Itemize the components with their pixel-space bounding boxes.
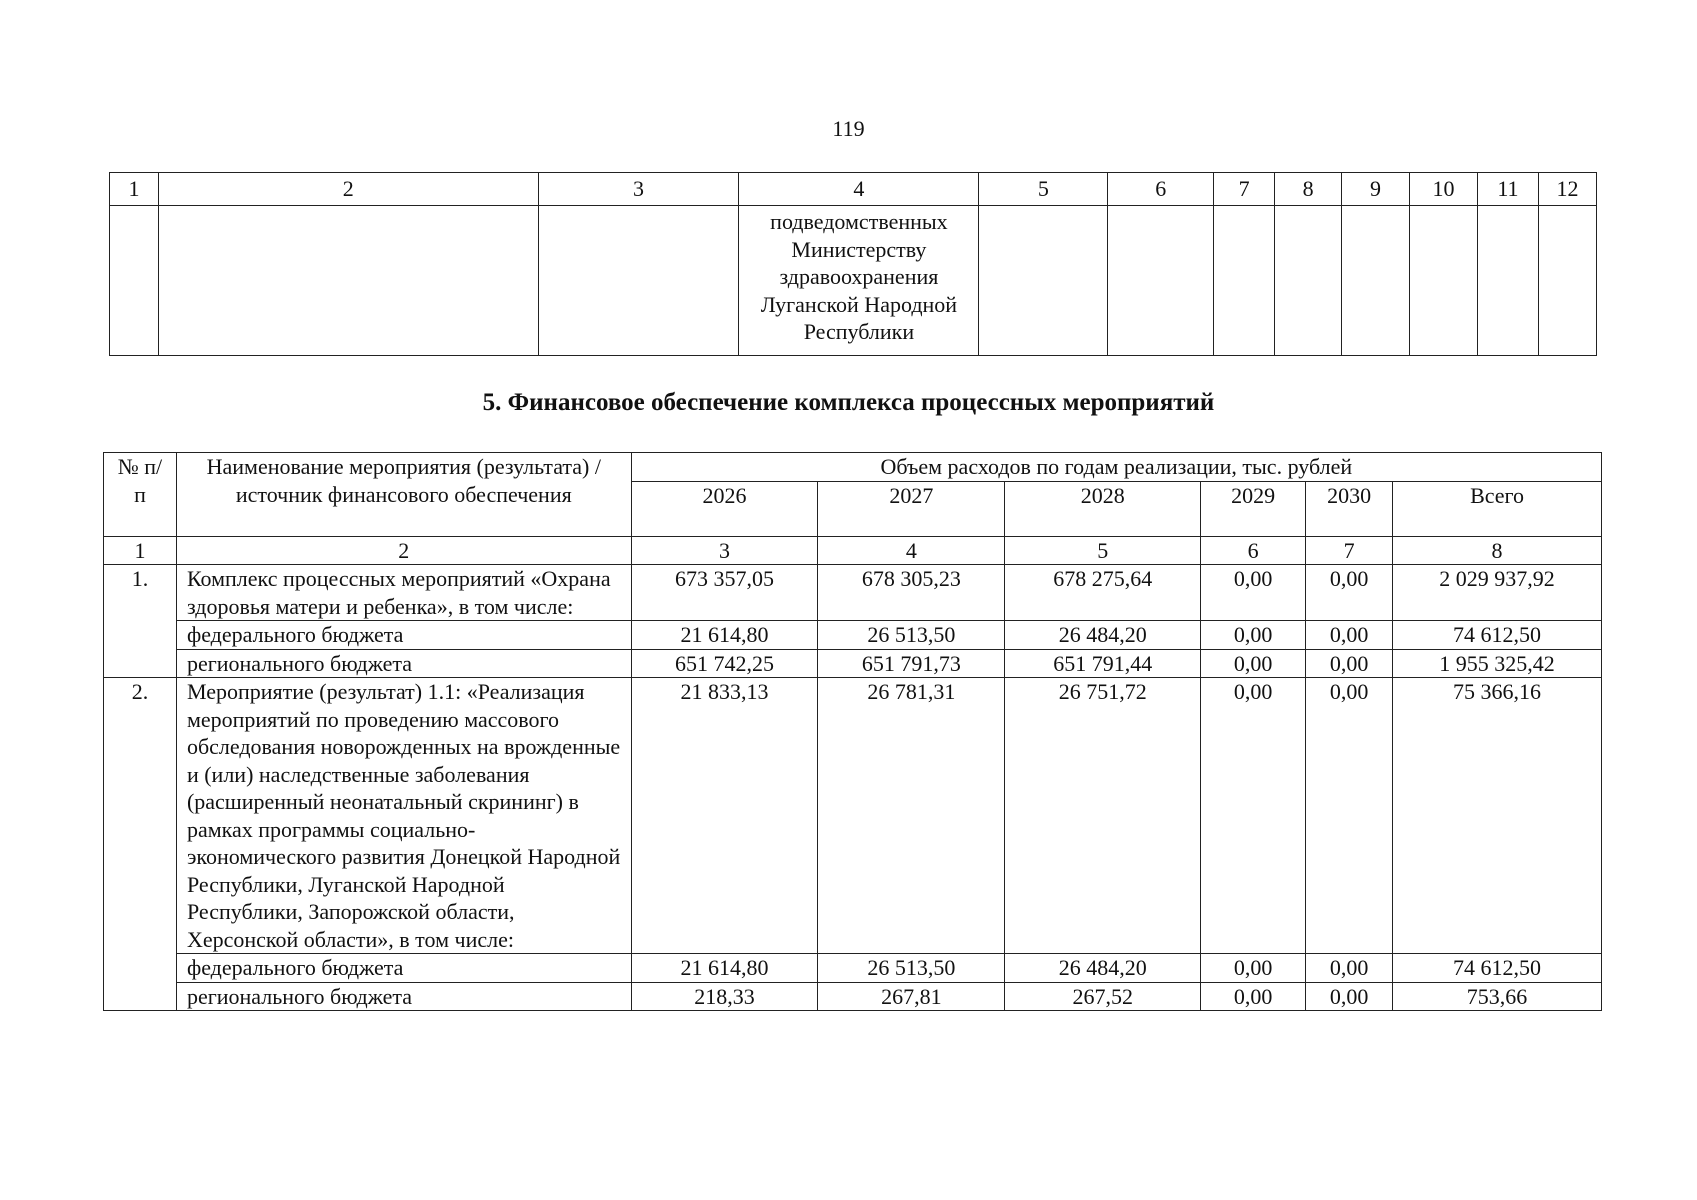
continuation-table [109,172,1597,356]
year-value: 21 614,80 [631,954,818,983]
year-header: 2026 [631,481,818,536]
year-value: 0,00 [1306,621,1393,650]
funding-source-row [104,621,1602,650]
year-value: 26 513,50 [818,621,1005,650]
year-header: 2027 [818,481,1005,536]
empty-cell [1108,206,1214,356]
name-header: Наименование мероприятия (результата) / источник финансового обеспечения [176,453,631,537]
table-row [110,206,1597,356]
year-value: 0,00 [1201,565,1306,621]
column-number: 7 [1214,173,1275,206]
column-number: 6 [1108,173,1214,206]
empty-cell [1214,206,1275,356]
header-row [104,453,1602,482]
year-value: 218,33 [631,982,818,1011]
year-value: 651 791,44 [1005,649,1201,678]
year-value: 26 751,72 [1005,678,1201,954]
empty-cell [1410,206,1478,356]
column-number: 8 [1393,536,1602,565]
year-value: 0,00 [1306,649,1393,678]
number-header: № п/п [104,453,177,537]
funding-source-row [104,954,1602,983]
column-number: 12 [1538,173,1596,206]
activity-row [104,565,1602,621]
column-number: 7 [1306,536,1393,565]
total-value: 753,66 [1393,982,1602,1011]
year-value: 651 791,73 [818,649,1005,678]
activity-name: Комплекс процессных мероприятий «Охрана здоровья матери и ребенка», в том числе: [176,565,631,621]
year-value: 0,00 [1201,678,1306,954]
year-header: 2030 [1306,481,1393,536]
empty-cell [158,206,538,356]
column-number: 11 [1477,173,1538,206]
year-header: 2028 [1005,481,1201,536]
column-number: 4 [739,173,979,206]
column-number: 10 [1410,173,1478,206]
column-number: 8 [1275,173,1342,206]
year-value: 21 614,80 [631,621,818,650]
year-value: 26 781,31 [818,678,1005,954]
year-value: 0,00 [1201,621,1306,650]
year-value: 267,81 [818,982,1005,1011]
year-value: 0,00 [1201,982,1306,1011]
column-number: 2 [158,173,538,206]
column-number: 1 [110,173,159,206]
column-number: 4 [818,536,1005,565]
year-value: 26 484,20 [1005,621,1201,650]
activity-name: Мероприятие (результат) 1.1: «Реализация мероприятий по проведению массового обследования новорожденных на врожденные и (или) наследственные заболевания (расширенный неонатальный скрининг) в рамках программы социально-экономического развития Донецкой Народной Республики, Луганской Народной Республики, Запорожской области, Херсонской области», в том числе: [176,678,631,954]
empty-cell [1275,206,1342,356]
year-header: 2029 [1201,481,1306,536]
total-value: 75 366,16 [1393,678,1602,954]
year-value: 678 305,23 [818,565,1005,621]
activity-row [104,678,1602,954]
year-value: 0,00 [1306,954,1393,983]
column-number: 5 [1005,536,1201,565]
year-value: 0,00 [1201,649,1306,678]
year-value: 26 513,50 [818,954,1005,983]
total-value: 1 955 325,42 [1393,649,1602,678]
empty-cell [1342,206,1410,356]
empty-cell [110,206,159,356]
funding-source-name: федерального бюджета [176,621,631,650]
year-value: 0,00 [1201,954,1306,983]
year-value: 0,00 [1306,982,1393,1011]
total-value: 74 612,50 [1393,954,1602,983]
funding-source-name: федерального бюджета [176,954,631,983]
row-number: 2. [104,678,177,1011]
empty-cell [538,206,739,356]
column-number: 2 [176,536,631,565]
row-number: 1. [104,565,177,678]
total-value: 2 029 937,92 [1393,565,1602,621]
total-header: Всего [1393,481,1602,536]
funding-source-name: регионального бюджета [176,649,631,678]
year-value: 0,00 [1306,678,1393,954]
empty-cell [1538,206,1596,356]
column-number: 5 [979,173,1108,206]
year-value: 21 833,13 [631,678,818,954]
year-value: 651 742,25 [631,649,818,678]
column-number: 1 [104,536,177,565]
funding-source-row [104,649,1602,678]
year-value: 678 275,64 [1005,565,1201,621]
funding-source-row [104,982,1602,1011]
column-number: 3 [631,536,818,565]
column-number: 3 [538,173,739,206]
year-value: 267,52 [1005,982,1201,1011]
empty-cell [1477,206,1538,356]
total-value: 74 612,50 [1393,621,1602,650]
column-number-row [110,173,1597,206]
column-number: 9 [1342,173,1410,206]
column-number: 6 [1201,536,1306,565]
finance-table [103,452,1602,1011]
column-number-row [104,536,1602,565]
volume-header: Объем расходов по годам реализации, тыс. рублей [631,453,1601,482]
section-title: 5. Финансовое обеспечение комплекса процессных мероприятий [482,389,1215,416]
funding-source-name: регионального бюджета [176,982,631,1011]
responsible-cell: подведомственных Министерству здравоохранения Луганской Народной Республики [739,206,979,356]
empty-cell [979,206,1108,356]
year-value: 673 357,05 [631,565,818,621]
year-value: 26 484,20 [1005,954,1201,983]
page-number: 119 [832,116,865,141]
year-value: 0,00 [1306,565,1393,621]
